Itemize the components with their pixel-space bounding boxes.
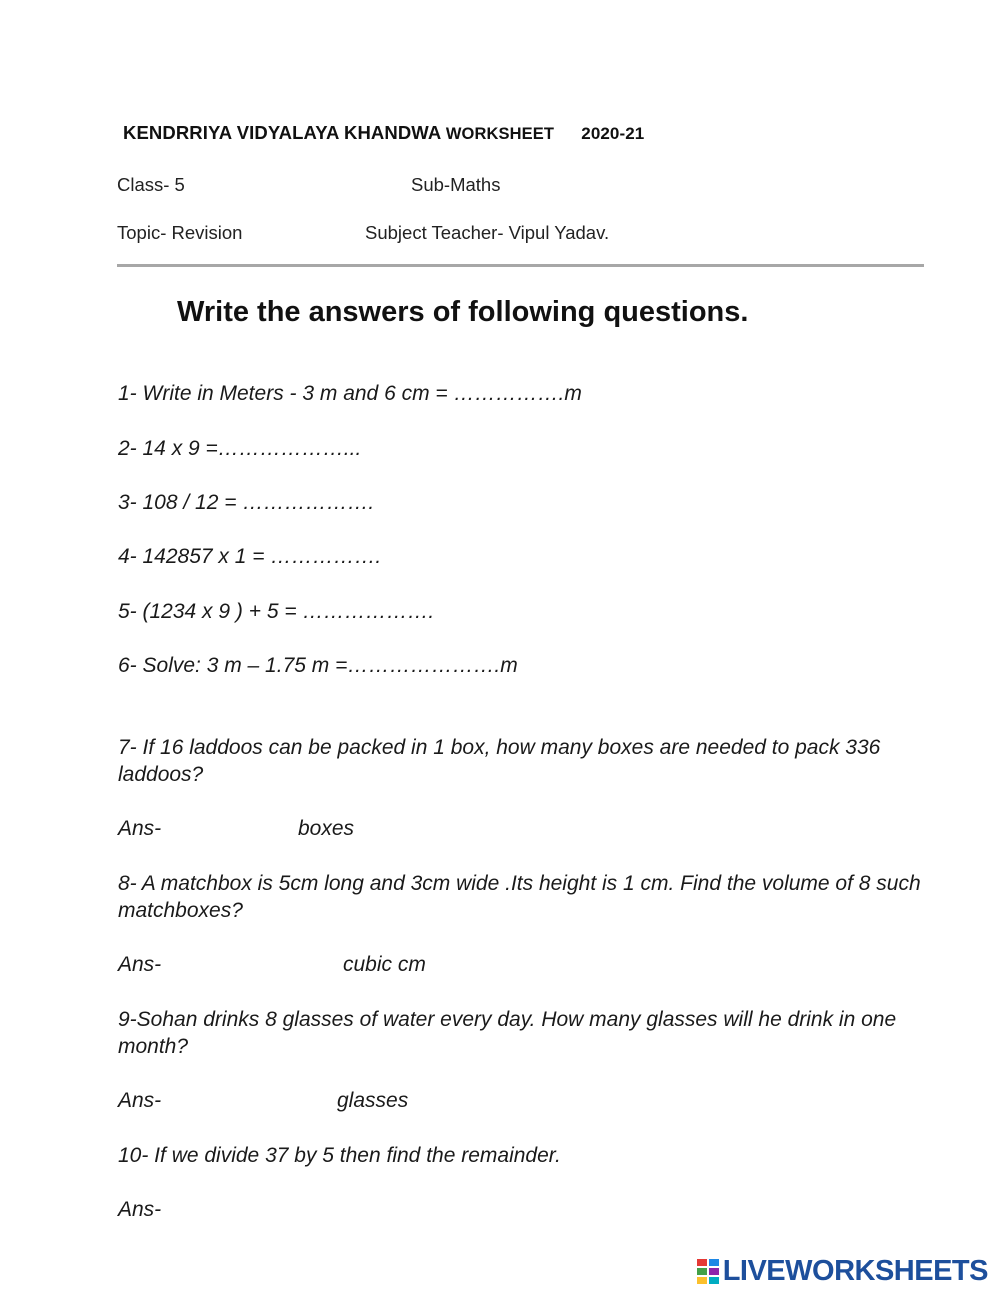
- header-divider: [117, 264, 924, 267]
- answer-7-unit: boxes: [298, 817, 355, 840]
- answer-9-unit: glasses: [337, 1089, 409, 1112]
- question-6: 6- Solve: 3 m – 1.75 m =………………….m: [118, 654, 518, 677]
- question-1: 1- Write in Meters - 3 m and 6 cm = …………….m: [118, 382, 582, 405]
- answer-7-label: Ans-: [118, 817, 162, 840]
- liveworksheets-logo-icon: [697, 1259, 719, 1285]
- question-10: 10- If we divide 37 by 5 then find the remainder.: [118, 1144, 561, 1167]
- answer-9-label: Ans-: [118, 1089, 162, 1112]
- teacher-label: Subject Teacher- Vipul Yadav.: [365, 222, 610, 243]
- brand-name: LIVEWORKSHEETS: [722, 1255, 988, 1287]
- question-3: 3- 108 / 12 = ……………….: [118, 491, 375, 514]
- question-7: 7- If 16 laddoos can be packed in 1 box, how many boxes are needed to pack 336 laddoos?: [118, 736, 881, 786]
- answer-8-label: Ans-: [118, 953, 162, 976]
- question-4: 4- 142857 x 1 = …………….: [118, 545, 382, 568]
- liveworksheets-logo[interactable]: [697, 1255, 988, 1288]
- class-label: Class- 5: [117, 174, 185, 195]
- answer-10-label: Ans-: [118, 1198, 162, 1221]
- page-title: Write the answers of following questions.: [177, 296, 749, 328]
- question-9: 9-Sohan drinks 8 glasses of water every day. How many glasses will he drink in one month?: [118, 1008, 897, 1058]
- question-5: 5- (1234 x 9 ) + 5 = ……………….: [118, 600, 435, 623]
- school-name: KENDRRIYA VIDYALAYA KHANDWA: [123, 122, 441, 143]
- topic-label: Topic- Revision: [117, 222, 243, 243]
- session-year: 2020-21: [581, 124, 645, 143]
- answer-8-unit: cubic cm: [343, 953, 426, 976]
- worksheet-label: WORKSHEET: [445, 125, 555, 143]
- school-header: [123, 122, 644, 144]
- subject-label: Sub-Maths: [411, 174, 501, 195]
- question-8: 8- A matchbox is 5cm long and 3cm wide .Its height is 1 cm. Find the volume of 8 such matchboxes?: [118, 872, 921, 922]
- question-2: 2- 14 x 9 =………………...: [118, 437, 362, 460]
